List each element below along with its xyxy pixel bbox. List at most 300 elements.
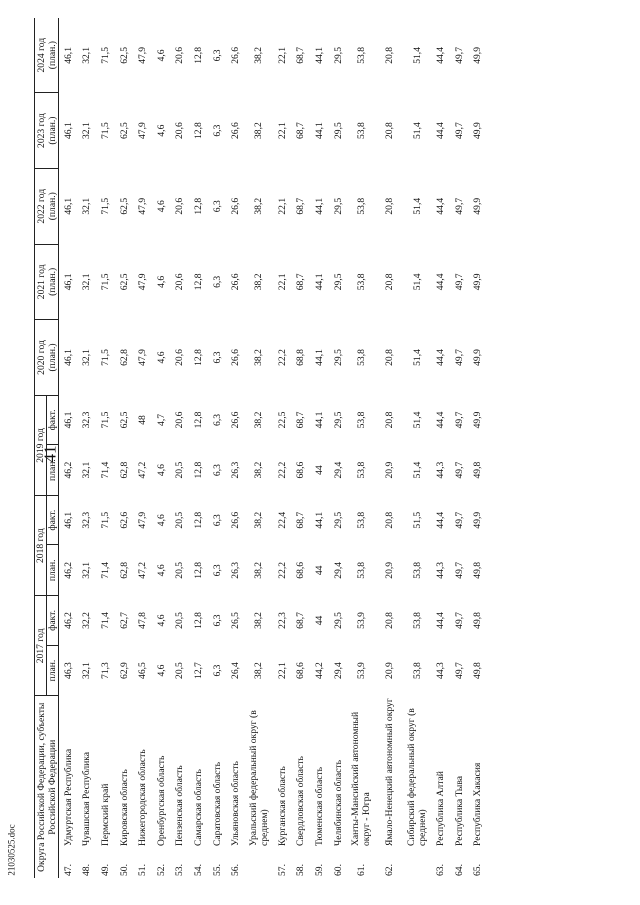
table-row	[78, 18, 97, 878]
value-cell: 51,4	[411, 273, 423, 291]
value-cell: 4,6	[155, 275, 167, 288]
value-cell: 71,4	[100, 461, 112, 479]
document-filename: 21030525.doc	[6, 824, 17, 876]
value-cell: 26,6	[230, 47, 242, 64]
value-cell: 4,6	[155, 514, 167, 527]
value-cell: 20,6	[174, 47, 186, 64]
value-cell: 49,7	[453, 197, 465, 215]
value-cell: 44,2	[313, 662, 325, 679]
value-cell: 53,8	[355, 122, 367, 140]
table-row	[292, 18, 311, 878]
value-cell: 51,4	[411, 349, 423, 366]
table-header	[35, 18, 59, 878]
value-cell: 12,8	[193, 273, 204, 291]
value-cell: 20,9	[383, 561, 395, 579]
value-cell: 22,2	[276, 349, 288, 366]
value-cell: 46,2	[62, 612, 74, 629]
year-sublabel: (план.)	[46, 343, 58, 372]
region-name: Республика Тыва	[453, 776, 465, 846]
value-cell: 68,6	[295, 662, 307, 679]
value-cell: 38,2	[253, 349, 265, 366]
value-cell: 12,8	[193, 349, 204, 366]
value-cell: 46,1	[62, 273, 74, 291]
value-cell: 20,6	[174, 349, 186, 366]
value-cell: 51,4	[411, 411, 423, 429]
value-cell: 29,5	[332, 349, 344, 366]
value-cell: 53,8	[355, 561, 367, 579]
subheader-fact: факт.	[47, 496, 59, 545]
value-cell: 48	[137, 415, 149, 425]
value-cell: 46,2	[62, 461, 74, 479]
row-number: 56.	[230, 864, 242, 876]
value-cell: 46,1	[62, 197, 74, 215]
value-cell: 49,7	[453, 122, 465, 140]
value-cell: 20,8	[383, 511, 395, 529]
value-cell: 44	[313, 465, 325, 475]
value-cell: 68,7	[295, 612, 307, 629]
value-cell: 47,9	[137, 47, 149, 64]
value-cell: 62,9	[118, 662, 130, 679]
row-number: 47.	[62, 864, 74, 876]
value-cell: 49,7	[453, 662, 465, 679]
value-cell: 62,5	[118, 197, 130, 215]
region-name: Нижегородская область	[137, 749, 149, 846]
row-number: 63.	[435, 864, 447, 876]
table-row	[450, 18, 469, 878]
value-cell: 71,5	[100, 511, 112, 529]
value-cell: 20,9	[383, 662, 395, 679]
row-number: 65.	[472, 864, 484, 876]
value-cell: 53,8	[411, 612, 423, 629]
value-cell: 44,4	[435, 197, 447, 215]
row-number	[245, 848, 273, 878]
table-row	[403, 18, 431, 878]
value-cell: 62,5	[118, 47, 130, 64]
table-body	[59, 18, 488, 878]
value-cell: 20,6	[174, 273, 186, 291]
value-cell: 22,1	[276, 662, 288, 679]
value-cell: 44,1	[313, 122, 325, 140]
value-cell: 38,2	[253, 197, 265, 215]
value-cell: 71,5	[100, 197, 112, 215]
year-label: 2021 год	[35, 264, 47, 300]
region-name: Удмуртская Республика	[62, 748, 74, 846]
value-cell: 20,8	[383, 411, 395, 429]
value-cell: 20,5	[174, 511, 186, 529]
table-row	[208, 18, 227, 878]
year-header-2017: 2017 год	[35, 596, 47, 696]
value-cell: 29,4	[332, 461, 344, 479]
value-cell: 38,2	[253, 461, 265, 479]
value-cell: 20,5	[174, 461, 186, 479]
value-cell: 62,5	[118, 273, 130, 291]
region-name: Саратовская область	[211, 762, 223, 846]
value-cell: 38,2	[253, 662, 265, 679]
value-cell: 20,8	[383, 349, 395, 366]
value-cell: 22,1	[276, 197, 288, 215]
value-cell: 26,6	[230, 122, 242, 140]
value-cell: 46,1	[62, 47, 74, 64]
value-cell: 71,3	[100, 662, 112, 679]
value-cell: 29,5	[332, 122, 344, 140]
value-cell: 20,8	[383, 273, 395, 291]
row-number: 57.	[276, 864, 288, 876]
value-cell: 62,5	[118, 122, 130, 140]
row-number: 64.	[453, 864, 465, 876]
value-cell: 6,3	[211, 413, 223, 426]
value-cell: 26,6	[230, 511, 242, 529]
region-name: Тюменская область	[313, 766, 325, 846]
value-cell: 49,7	[453, 349, 465, 366]
value-cell: 29,5	[332, 273, 344, 291]
table-row	[133, 18, 152, 878]
value-cell: 53,8	[355, 461, 367, 479]
value-cell: 49,8	[472, 662, 484, 679]
year-label: 2022 год	[35, 188, 47, 224]
value-cell: 12,8	[193, 511, 204, 529]
row-number: 59.	[313, 864, 325, 876]
table-row	[226, 18, 245, 878]
year-header-2020	[35, 320, 59, 396]
value-cell: 29,5	[332, 47, 344, 64]
value-cell: 38,2	[253, 411, 265, 429]
value-cell: 49,9	[472, 47, 484, 64]
value-cell: 20,6	[174, 122, 186, 140]
value-cell: 49,9	[472, 511, 484, 529]
value-cell: 22,2	[276, 561, 288, 579]
value-cell: 12,8	[193, 47, 204, 64]
subheader-plan: план.	[47, 645, 59, 696]
value-cell: 4,6	[155, 564, 167, 577]
value-cell: 51,4	[411, 122, 423, 140]
value-cell: 4,6	[155, 49, 167, 62]
row-number: 51.	[137, 864, 149, 876]
value-cell: 53,8	[355, 47, 367, 64]
value-cell: 49,7	[453, 273, 465, 291]
value-cell: 29,5	[332, 612, 344, 629]
value-cell: 46,1	[62, 511, 74, 529]
value-cell: 53,9	[355, 662, 367, 679]
value-cell: 26,6	[230, 273, 242, 291]
value-cell: 38,2	[253, 561, 265, 579]
value-cell: 51,4	[411, 47, 423, 64]
value-cell: 44,1	[313, 411, 325, 429]
table-row	[96, 18, 115, 878]
value-cell: 49,7	[453, 561, 465, 579]
statistics-table	[34, 18, 487, 878]
value-cell: 71,5	[100, 349, 112, 366]
value-cell: 49,7	[453, 411, 465, 429]
value-cell: 6,3	[211, 514, 223, 527]
value-cell: 32,3	[81, 511, 93, 529]
subheader-plan: план.	[47, 545, 59, 596]
value-cell: 44,4	[435, 411, 447, 429]
rotated-table-sheet	[34, 18, 604, 878]
value-cell: 20,5	[174, 612, 186, 629]
value-cell: 47,9	[137, 511, 149, 529]
value-cell: 51,4	[411, 197, 423, 215]
value-cell: 44,3	[435, 461, 447, 479]
value-cell: 20,8	[383, 47, 395, 64]
value-cell: 49,9	[472, 411, 484, 429]
row-number: 54.	[193, 864, 204, 876]
value-cell: 20,6	[174, 411, 186, 429]
value-cell: 32,1	[81, 273, 93, 291]
region-name: Республика Хакасия	[472, 762, 484, 846]
region-name: Оренбургская область	[155, 755, 167, 846]
year-sublabel: (план.)	[46, 41, 58, 70]
value-cell: 22,5	[276, 411, 288, 429]
table-row	[245, 18, 273, 878]
year-header-2024	[35, 18, 59, 93]
value-cell: 12,8	[193, 461, 204, 479]
value-cell: 68,6	[295, 461, 307, 479]
value-cell: 46,1	[62, 122, 74, 140]
value-cell: 47,9	[137, 122, 149, 140]
value-cell: 47,8	[137, 612, 149, 629]
region-name: Уральский федеральный округ (в среднем)	[247, 710, 270, 846]
value-cell: 20,5	[174, 561, 186, 579]
value-cell: 49,7	[453, 47, 465, 64]
value-cell: 20,8	[383, 197, 395, 215]
value-cell: 20,8	[383, 612, 395, 629]
table-row	[375, 18, 403, 878]
subheader-fact: факт.	[47, 395, 59, 444]
row-number: 58.	[295, 864, 307, 876]
value-cell: 62,6	[118, 511, 130, 529]
value-cell: 53,8	[355, 273, 367, 291]
value-cell: 62,7	[118, 612, 130, 629]
value-cell: 44,1	[313, 47, 325, 64]
value-cell: 32,1	[81, 662, 93, 679]
row-number: 62.	[383, 864, 395, 876]
value-cell: 71,4	[100, 612, 112, 629]
region-name: Чувашская Республика	[81, 751, 93, 846]
value-cell: 12,7	[193, 662, 204, 679]
value-cell: 62,5	[118, 411, 130, 429]
value-cell: 46,2	[62, 561, 74, 579]
value-cell: 22,4	[276, 511, 288, 529]
value-cell: 26,6	[230, 197, 242, 215]
value-cell: 44,3	[435, 662, 447, 679]
subheader-fact: факт.	[47, 596, 59, 645]
value-cell: 6,3	[211, 124, 223, 137]
value-cell: 29,4	[332, 561, 344, 579]
region-name: Челябинская область	[332, 760, 344, 846]
value-cell: 68,7	[295, 511, 307, 529]
table-row	[189, 18, 208, 878]
value-cell: 68,8	[295, 349, 307, 366]
value-cell: 44,1	[313, 511, 325, 529]
row-number: 48.	[81, 864, 93, 876]
value-cell: 47,9	[137, 197, 149, 215]
value-cell: 4,6	[155, 664, 167, 677]
row-number: 52.	[155, 864, 167, 876]
value-cell: 51,4	[411, 461, 423, 479]
value-cell: 32,1	[81, 561, 93, 579]
value-cell: 20,9	[383, 461, 395, 479]
value-cell: 49,9	[472, 273, 484, 291]
year-header-2022	[35, 168, 59, 244]
value-cell: 26,3	[230, 461, 242, 479]
table-row	[59, 18, 78, 878]
value-cell: 44,1	[313, 349, 325, 366]
value-cell: 49,9	[472, 197, 484, 215]
value-cell: 12,8	[193, 612, 204, 629]
region-name: Пензенская область	[174, 765, 186, 846]
region-name: Свердловская область	[295, 756, 307, 846]
value-cell: 49,8	[472, 561, 484, 579]
table-row	[431, 18, 450, 878]
year-label: 2024 год	[35, 37, 47, 73]
value-cell: 68,7	[295, 47, 307, 64]
year-header-2021	[35, 244, 59, 320]
value-cell: 32,1	[81, 122, 93, 140]
subheader-plan: план.	[47, 445, 59, 496]
value-cell: 53,8	[355, 197, 367, 215]
year-header-2019: 2019 год	[35, 395, 47, 495]
value-cell: 53,8	[355, 349, 367, 366]
value-cell: 44	[313, 565, 325, 576]
value-cell: 71,4	[100, 561, 112, 579]
value-cell: 71,5	[100, 273, 112, 291]
value-cell: 44	[313, 615, 325, 626]
value-cell: 49,7	[453, 461, 465, 479]
value-cell: 53,8	[411, 561, 423, 579]
value-cell: 71,5	[100, 47, 112, 64]
value-cell: 20,8	[383, 122, 395, 140]
value-cell: 71,5	[100, 122, 112, 140]
value-cell: 4,6	[155, 614, 167, 627]
value-cell: 26,5	[230, 612, 242, 629]
value-cell: 44,4	[435, 273, 447, 291]
row-number: 61.	[355, 864, 367, 876]
value-cell: 46,3	[62, 662, 74, 679]
value-cell: 44,4	[435, 349, 447, 366]
value-cell: 6,3	[211, 49, 223, 62]
table-row	[273, 18, 292, 878]
row-number: 55.	[211, 864, 223, 876]
value-cell: 22,3	[276, 612, 288, 629]
year-label: 2023 год	[35, 113, 47, 148]
value-cell: 12,8	[193, 411, 204, 429]
row-number: 49.	[100, 864, 112, 876]
value-cell: 44,4	[435, 47, 447, 64]
value-cell: 38,2	[253, 47, 265, 64]
value-cell: 20,5	[174, 662, 186, 679]
value-cell: 6,3	[211, 614, 223, 627]
value-cell: 47,2	[137, 461, 149, 479]
value-cell: 49,9	[472, 349, 484, 366]
value-cell: 29,4	[332, 662, 344, 679]
year-sublabel: (план.)	[46, 116, 58, 145]
value-cell: 20,6	[174, 197, 186, 215]
year-label: 2020 год	[35, 340, 47, 375]
region-name: Сибирский федеральный округ (в среднем)	[406, 708, 429, 846]
value-cell: 68,7	[295, 411, 307, 429]
value-cell: 47,2	[137, 561, 149, 579]
table-row	[347, 18, 375, 878]
value-cell: 49,8	[472, 612, 484, 629]
region-name: Ханты-Мансийский автономный округ - Югра	[350, 711, 373, 846]
value-cell: 47,9	[137, 273, 149, 291]
value-cell: 49,7	[453, 511, 465, 529]
value-cell: 6,3	[211, 564, 223, 577]
value-cell: 68,7	[295, 273, 307, 291]
value-cell: 44,4	[435, 511, 447, 529]
value-cell: 12,8	[193, 561, 204, 579]
value-cell: 32,1	[81, 197, 93, 215]
value-cell: 4,6	[155, 200, 167, 213]
value-cell: 29,5	[332, 197, 344, 215]
value-cell: 53,8	[411, 662, 423, 679]
year-sublabel: (план.)	[46, 192, 58, 221]
value-cell: 47,9	[137, 349, 149, 366]
value-cell: 62,8	[118, 561, 130, 579]
row-number	[403, 848, 431, 878]
value-cell: 51,5	[411, 511, 423, 529]
value-cell: 62,8	[118, 461, 130, 479]
table-row	[469, 18, 488, 878]
value-cell: 46,5	[137, 662, 149, 679]
value-cell: 32,2	[81, 612, 93, 629]
value-cell: 32,1	[81, 47, 93, 64]
region-column-header: Округа Российской Федерации, субъекты Российской Федерации	[35, 696, 59, 878]
row-number: 60.	[332, 864, 344, 876]
value-cell: 44,1	[313, 273, 325, 291]
page-number: 41	[40, 445, 60, 463]
value-cell: 22,1	[276, 122, 288, 140]
value-cell: 29,5	[332, 411, 344, 429]
value-cell: 26,6	[230, 411, 242, 429]
value-cell: 26,3	[230, 561, 242, 579]
value-cell: 44,4	[435, 122, 447, 140]
value-cell: 38,2	[253, 273, 265, 291]
value-cell: 26,6	[230, 349, 242, 366]
value-cell: 49,8	[472, 461, 484, 479]
value-cell: 44,3	[435, 561, 447, 579]
value-cell: 53,9	[355, 612, 367, 629]
table-row	[171, 18, 190, 878]
value-cell: 46,1	[62, 411, 74, 429]
value-cell: 4,7	[155, 413, 167, 426]
value-cell: 68,6	[295, 561, 307, 579]
year-header-2018: 2018 год	[35, 496, 47, 596]
value-cell: 71,5	[100, 411, 112, 429]
value-cell: 49,9	[472, 122, 484, 140]
value-cell: 38,2	[253, 612, 265, 629]
value-cell: 22,1	[276, 273, 288, 291]
value-cell: 32,1	[81, 461, 93, 479]
value-cell: 62,8	[118, 349, 130, 366]
value-cell: 38,2	[253, 122, 265, 140]
year-sublabel: (план.)	[46, 267, 58, 296]
value-cell: 6,3	[211, 275, 223, 288]
row-number: 50.	[118, 864, 130, 876]
value-cell: 6,3	[211, 351, 223, 364]
table-row	[152, 18, 171, 878]
value-cell: 22,1	[276, 47, 288, 64]
value-cell: 12,8	[193, 122, 204, 140]
value-cell: 53,8	[355, 511, 367, 529]
value-cell: 46,1	[62, 349, 74, 366]
value-cell: 53,8	[355, 411, 367, 429]
value-cell: 32,1	[81, 349, 93, 366]
value-cell: 12,8	[193, 197, 204, 215]
value-cell: 4,6	[155, 124, 167, 137]
region-name: Самарская область	[193, 769, 204, 846]
value-cell: 32,3	[81, 411, 93, 429]
